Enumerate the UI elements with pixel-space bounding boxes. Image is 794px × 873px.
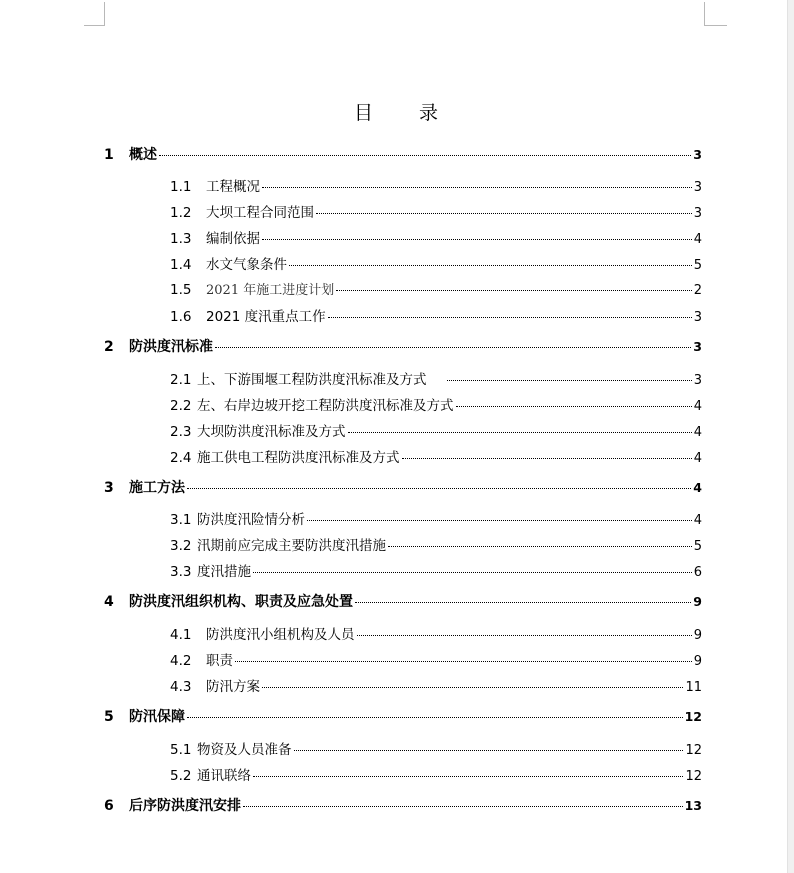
toc-page-number: 6	[693, 565, 702, 580]
toc-section-number: 2	[104, 339, 114, 355]
toc-page-number: 3	[693, 373, 702, 388]
toc-page-number: 3	[693, 310, 702, 325]
toc-item-3-1[interactable]	[170, 508, 702, 528]
toc-section-number: 3	[104, 480, 114, 496]
toc-item-title: 水文气象条件	[206, 257, 287, 273]
toc-page-number: 13	[684, 798, 702, 813]
toc-page-number: 12	[685, 769, 702, 784]
toc-leader-dots	[388, 546, 692, 547]
toc-item-number: 2.2	[170, 398, 192, 414]
toc-item-1-6[interactable]	[170, 305, 702, 325]
toc-item-title: 防洪度汛险情分析	[197, 512, 305, 528]
toc-item-title: 防洪度汛小组机构及人员	[206, 627, 355, 643]
toc-leader-dots	[307, 520, 692, 521]
toc-page-number: 3	[693, 147, 702, 162]
toc-item-1-5[interactable]	[170, 279, 702, 299]
toc-page-number: 4	[693, 232, 702, 247]
toc-page-number: 11	[685, 680, 702, 695]
toc-leader-dots	[336, 290, 692, 291]
toc-item-number: 1.1	[170, 179, 192, 195]
toc-page-number: 9	[693, 654, 702, 669]
toc-leader-dots	[456, 406, 692, 407]
toc-page-number: 2	[693, 283, 702, 298]
toc-section-number: 6	[104, 798, 114, 814]
toc-leader-dots	[294, 750, 684, 751]
toc-item-number: 4.3	[170, 679, 192, 695]
toc-item-number: 3.1	[170, 512, 192, 528]
toc-item-number: 1.6	[170, 309, 192, 325]
toc-page-number: 12	[684, 709, 702, 724]
crop-mark-top-right	[704, 2, 727, 26]
toc-page-number: 3	[693, 180, 702, 195]
toc-page-number: 4	[693, 513, 702, 528]
toc-item-1-1[interactable]	[170, 175, 702, 195]
toc-leader-dots	[447, 380, 692, 381]
toc-section-title: 施工方法	[129, 480, 185, 496]
toc-item-4-3[interactable]	[170, 675, 702, 695]
toc-item-title: 大坝防洪度汛标准及方式	[197, 424, 346, 440]
toc-page-number: 5	[693, 539, 702, 554]
toc-item-title: 度汛措施	[197, 564, 251, 580]
toc-item-2-1[interactable]	[170, 368, 702, 388]
toc-leader-dots	[357, 635, 692, 636]
toc-item-title: 左、右岸边坡开挖工程防洪度汛标准及方式	[197, 398, 454, 414]
toc-item-title: 编制依据	[206, 231, 260, 247]
toc-leader-dots	[262, 187, 692, 188]
toc-item-number: 2.1	[170, 372, 192, 388]
toc-item-2-2[interactable]	[170, 394, 702, 414]
toc-leader-dots	[316, 213, 692, 214]
toc-leader-dots	[159, 155, 691, 156]
toc-item-number: 2.3	[170, 424, 192, 440]
toc-section-6[interactable]	[104, 795, 702, 815]
toc-leader-dots	[402, 458, 692, 459]
toc-item-5-2[interactable]	[170, 764, 702, 784]
toc-leader-dots	[243, 806, 683, 807]
toc-section-1[interactable]	[104, 144, 702, 164]
toc-page-number: 4	[693, 425, 702, 440]
toc-item-5-1[interactable]	[170, 738, 702, 758]
toc-item-3-3[interactable]	[170, 560, 702, 580]
toc-item-number: 3.3	[170, 564, 192, 580]
toc-item-2-4[interactable]	[170, 446, 702, 466]
toc-title: 目 录	[353, 102, 459, 124]
toc-item-1-3[interactable]	[170, 227, 702, 247]
toc-section-number: 1	[104, 147, 114, 163]
toc-section-number: 5	[104, 709, 114, 725]
toc-item-2-3[interactable]	[170, 420, 702, 440]
toc-item-4-2[interactable]	[170, 649, 702, 669]
toc-item-title: 职责	[206, 653, 233, 669]
toc-page-number: 4	[693, 399, 702, 414]
toc-page-number: 12	[685, 743, 702, 758]
toc-section-title: 防汛保障	[129, 709, 185, 725]
toc-leader-dots	[235, 661, 692, 662]
toc-item-number: 4.1	[170, 627, 192, 643]
toc-item-title: 工程概况	[206, 179, 260, 195]
toc-leader-dots	[289, 265, 692, 266]
toc-section-4[interactable]	[104, 591, 702, 611]
toc-item-title: 汛期前应完成主要防洪度汛措施	[197, 538, 386, 554]
toc-leader-dots	[187, 488, 691, 489]
toc-page-number: 9	[693, 628, 702, 643]
toc-item-title: 物资及人员准备	[197, 742, 292, 758]
page-edge-scrollbar	[787, 0, 794, 873]
toc-item-title: 防汛方案	[206, 679, 260, 695]
toc-section-title: 概述	[129, 147, 157, 163]
toc-section-3[interactable]	[104, 477, 702, 497]
toc-section-number: 4	[104, 594, 114, 610]
toc-leader-dots	[348, 432, 692, 433]
toc-leader-dots	[328, 317, 692, 318]
toc-item-title: 施工供电工程防洪度汛标准及方式	[197, 450, 400, 466]
toc-page-number: 3	[693, 339, 702, 354]
toc-item-number: 1.4	[170, 257, 192, 273]
toc-item-4-1[interactable]	[170, 623, 702, 643]
toc-item-number: 4.2	[170, 653, 192, 669]
toc-page-number: 5	[693, 258, 702, 273]
toc-leader-dots	[253, 572, 692, 573]
toc-page-number: 4	[693, 451, 702, 466]
toc-item-1-4[interactable]	[170, 253, 702, 273]
toc-item-number: 5.1	[170, 742, 192, 758]
toc-section-2[interactable]	[104, 336, 702, 356]
toc-item-title: 大坝工程合同范围	[206, 205, 314, 221]
toc-page-number: 9	[693, 594, 702, 609]
toc-section-title: 后序防洪度汛安排	[129, 798, 241, 814]
toc-item-title: 通讯联络	[197, 768, 251, 784]
toc-item-number: 5.2	[170, 768, 192, 784]
toc-section-title: 防洪度汛标准	[129, 339, 213, 355]
toc-leader-dots	[262, 239, 692, 240]
toc-section-title: 防洪度汛组织机构、职责及应急处置	[129, 594, 353, 610]
toc-page-number: 3	[693, 206, 702, 221]
toc-item-number: 3.2	[170, 538, 192, 554]
toc-page-number: 4	[693, 480, 702, 495]
toc-leader-dots	[187, 717, 683, 718]
toc-item-number: 2.4	[170, 450, 192, 466]
toc-leader-dots	[215, 347, 691, 348]
toc-section-5[interactable]	[104, 706, 702, 726]
toc-item-number: 1.5	[170, 282, 192, 298]
toc-leader-dots	[355, 602, 691, 603]
toc-leader-dots	[262, 687, 683, 688]
toc-item-title: 2021 度汛重点工作	[206, 309, 326, 325]
toc-item-number: 1.3	[170, 231, 192, 247]
crop-mark-top-left	[84, 2, 105, 26]
toc-item-3-2[interactable]	[170, 534, 702, 554]
toc-item-1-2[interactable]	[170, 201, 702, 221]
toc-item-title: 2021 年施工进度计划	[206, 283, 335, 298]
toc-leader-dots	[253, 776, 683, 777]
toc-item-title: 上、下游围堰工程防洪度汛标准及方式	[197, 372, 427, 388]
toc-item-number: 1.2	[170, 205, 192, 221]
